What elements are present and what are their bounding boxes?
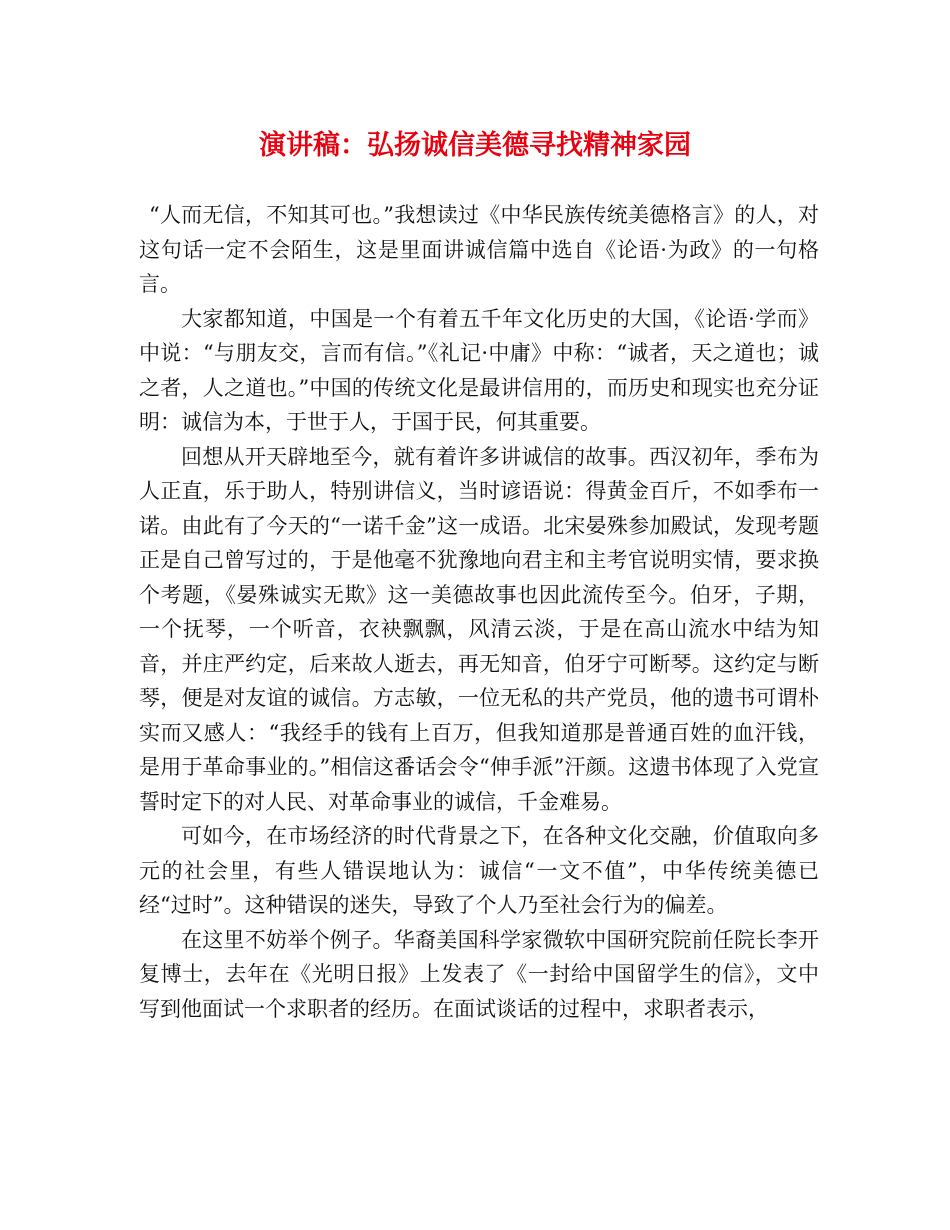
document-title: 演讲稿：弘扬诚信美德寻找精神家园 [259, 130, 691, 161]
paragraph-1: “人而无信，不知其可也。”我想读过《中华民族传统美德格言》的人，对这句话一定不会陌生，这是里面讲诚信篇中选自《论语·为政》的一句格言。 [139, 203, 819, 296]
paragraph-4: 可如今，在市场经济的时代背景之下，在各种文化交融，价值取向多元的社会里，有些人错误地认为：诚信“一文不值”，中华传统美德已经“过时”。这种错误的迷失，导致了个人乃至社会行为的偏差。 [139, 824, 819, 917]
paragraph-5: 在这里不妨举个例子。华裔美国科学家微软中国研究院前任院长李开复博士，去年在《光明日报》上发表了《一封给中国留学生的信》，文中写到他面试一个求职者的经历。在面试谈话的过程中，求职者表示， [139, 927, 819, 1021]
document-body [139, 198, 819, 1026]
paragraph-3: 回想从开天辟地至今，就有着许多讲诚信的故事。西汉初年，季布为人正直，乐于助人，特别讲信义，当时谚语说：得黄金百斤，不如季布一诺。由此有了今天的“一诺千金”这一成语。北宋晏殊参加殿试，发现考题正是自己曾写过的，于是他毫不犹豫地向君主和主考官说明实情，要求换个考题，《晏殊诚实无欺》这一美德故事也因此流传至今。伯牙，子期，一个抚琴，一个听音，衣袂飘飘，风清云淡，于是在高山流水中结为知音，并庄严约定，后来故人逝去，再无知音，伯牙宁可断琴。这约定与断琴，便是对友谊的诚信。方志敏，一位无私的共产党员，他的遗书可谓朴实而又感人：“我经手的钱有上百万，但我知道那是普通百姓的血汗钱，是用于革命事业的。”相信这番话会令“伸手派”汗颜。这遗书体现了入党宣誓时定下的对人民、对革命事业的诚信，千金难易。 [139, 444, 819, 814]
paragraph-2: 大家都知道，中国是一个有着五千年文化历史的大国，《论语·学而》中说：“与朋友交，言而有信。”《礼记·中庸》中称：“诚者，天之道也；诚之者，人之道也。”中国的传统文化是最讲信用的，而历史和现实也充分证明：诚信为本，于世于人，于国于民，何其重要。 [139, 306, 819, 434]
